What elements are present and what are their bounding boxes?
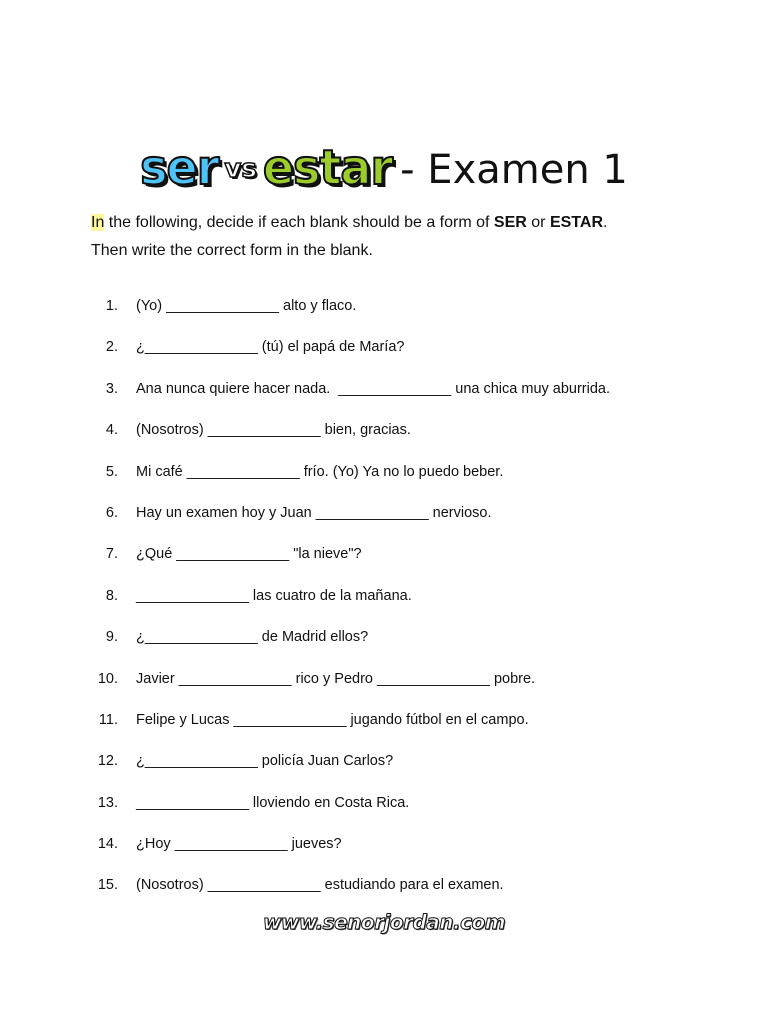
item-text: (Nosotros) ______________ bien, gracias. bbox=[136, 422, 411, 439]
list-item bbox=[0, 503, 768, 544]
item-number: 9. bbox=[105, 629, 118, 646]
item-text: ¿______________ policía Juan Carlos? bbox=[136, 753, 394, 770]
item-text: Javier ______________ rico y Pedro ______________ pobre. bbox=[136, 670, 536, 687]
list-item bbox=[0, 296, 768, 337]
item-number: 11. bbox=[98, 711, 118, 728]
highlighted-word: In bbox=[91, 214, 105, 231]
list-item bbox=[0, 544, 768, 585]
title-exam: - Examen 1 bbox=[400, 147, 628, 193]
item-text: ¿Qué ______________ "la nieve"? bbox=[136, 546, 362, 563]
title-estar: estar bbox=[262, 138, 393, 196]
list-item bbox=[0, 379, 768, 420]
list-item bbox=[0, 710, 768, 751]
instructions bbox=[91, 209, 711, 265]
item-number: 12. bbox=[97, 753, 118, 770]
list-item bbox=[0, 462, 768, 503]
item-number: 8. bbox=[105, 587, 118, 604]
instructions-text-3: . bbox=[603, 214, 608, 231]
instructions-line-2: Then write the correct form in the blank. bbox=[91, 242, 373, 259]
item-number: 3. bbox=[105, 380, 118, 397]
list-item bbox=[0, 586, 768, 627]
item-text: ______________ lloviendo en Costa Rica. bbox=[136, 794, 410, 811]
instructions-text-1: the following, decide if each blank should be a form of bbox=[104, 214, 494, 231]
item-text: Felipe y Lucas ______________ jugando fútbol en el campo. bbox=[136, 711, 529, 728]
item-number: 13. bbox=[97, 794, 118, 811]
list-item bbox=[0, 793, 768, 834]
item-number: 1. bbox=[105, 298, 118, 314]
item-number: 6. bbox=[105, 504, 118, 521]
item-number: 4. bbox=[105, 422, 118, 439]
item-number: 14. bbox=[97, 836, 118, 853]
title-vs: vs bbox=[224, 154, 257, 184]
item-text: ¿______________ de Madrid ellos? bbox=[136, 629, 369, 646]
item-number: 2. bbox=[105, 339, 118, 356]
item-text: (Nosotros) ______________ estudiando para el examen. bbox=[136, 877, 504, 894]
instructions-estar: ESTAR bbox=[549, 214, 603, 231]
list-item bbox=[0, 337, 768, 378]
item-text: Mi café ______________ frío. (Yo) Ya no lo puedo beber. bbox=[136, 463, 504, 480]
list-item bbox=[0, 669, 768, 710]
item-number: 15. bbox=[97, 877, 118, 894]
item-text: ¿Hoy ______________ jueves? bbox=[136, 836, 342, 853]
list-item bbox=[0, 751, 768, 792]
item-text: (Yo) ______________ alto y flaco. bbox=[136, 298, 357, 314]
instructions-text-2: or bbox=[526, 214, 550, 231]
item-number: 10. bbox=[97, 670, 118, 687]
exercise-list bbox=[0, 296, 768, 917]
list-item bbox=[0, 420, 768, 461]
item-text: Ana nunca quiere hacer nada. ______________ una chica muy aburrida. bbox=[136, 380, 611, 397]
item-number: 7. bbox=[105, 546, 118, 563]
instructions-line-1 bbox=[91, 209, 711, 237]
item-number: 5. bbox=[105, 463, 118, 480]
list-item bbox=[0, 834, 768, 875]
footer-website: www.senorjordan.com bbox=[262, 910, 506, 934]
item-text: Hay un examen hoy y Juan ______________ nervioso. bbox=[136, 504, 492, 521]
title-ser: ser bbox=[140, 138, 219, 196]
item-text: ______________ las cuatro de la mañana. bbox=[136, 587, 412, 604]
page-title bbox=[0, 140, 768, 194]
list-item bbox=[0, 627, 768, 668]
instructions-ser: SER bbox=[493, 214, 527, 231]
item-text: ¿______________ (tú) el papá de María? bbox=[136, 339, 405, 356]
